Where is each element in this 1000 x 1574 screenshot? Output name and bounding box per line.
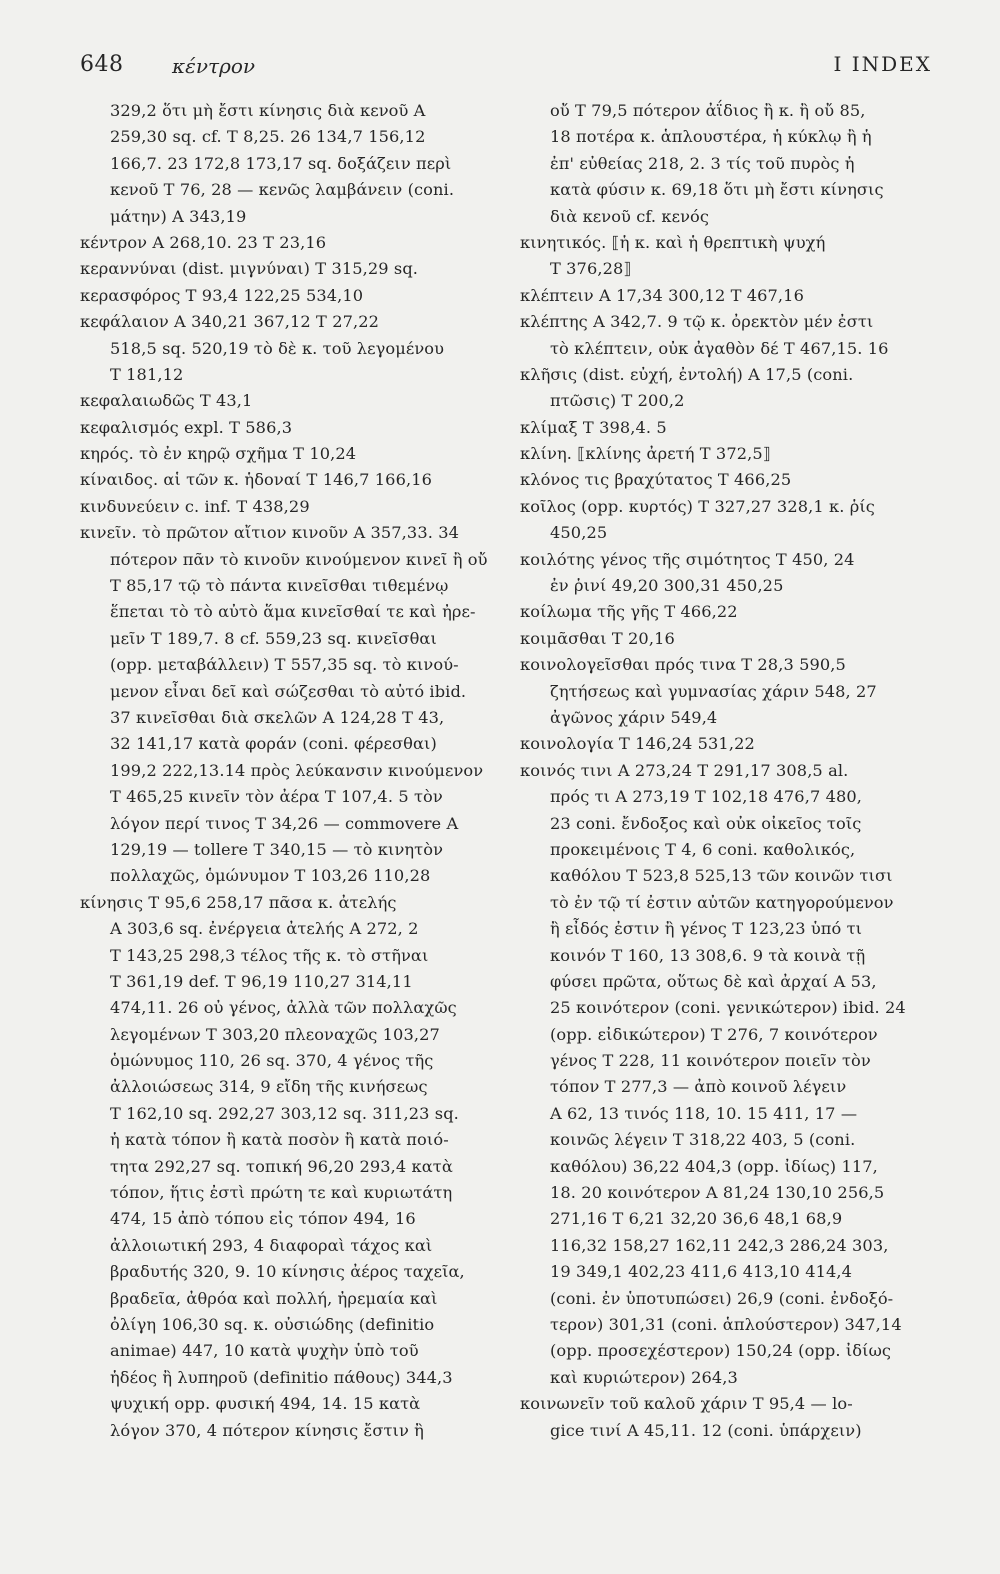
- index-continuation-line: πρός τι Α 273,19 Τ 102,18 476,7 480,: [550, 787, 863, 807]
- section-title: I INDEX: [833, 52, 932, 76]
- index-continuation-line: ἐπ' εὐθείας 218, 2. 3 τίς τοῦ πυρὸς ἡ: [550, 153, 855, 173]
- index-continuation-line: καθόλου) 36,22 404,3 (opp. ἰδίως) 117,: [550, 1156, 878, 1176]
- left-index-column: [80, 98, 492, 1558]
- index-entry-line: κοινωνεῖν τοῦ καλοῦ χάριν Τ 95,4 — lo-: [520, 1394, 853, 1414]
- index-continuation-line: (opp. μεταβάλλειν) Τ 557,35 sq. τὸ κινού-: [110, 655, 459, 675]
- index-continuation-line: 474,11. 26 οὐ γένος, ἀλλὰ τῶν πολλαχῶς: [110, 998, 457, 1018]
- index-continuation-line: ἡδέος ἢ λυπηροῦ (definitio πάθους) 344,3: [110, 1367, 453, 1387]
- index-entry-line: κλίμαξ Τ 398,4. 5: [520, 417, 667, 437]
- index-continuation-line: Τ 361,19 def. Τ 96,19 110,27 314,11: [110, 971, 413, 991]
- index-continuation-line: ἀλλοιωτική 293, 4 διαφοραὶ τάχος καὶ: [110, 1235, 433, 1255]
- index-continuation-line: 329,2 ὅτι μὴ ἔστι κίνησις διὰ κενοῦ Α: [110, 101, 426, 120]
- index-continuation-line: 199,2 222,13.14 πρὸς λεύκανσιν κινούμενον: [110, 760, 484, 780]
- index-entry-line: κλῆσις (dist. εὐχή, ἐντολή) Α 17,5 (coni.: [520, 364, 854, 384]
- index-continuation-line: τόπον, ἥτις ἐστὶ πρώτη τε καὶ κυριωτάτη: [110, 1183, 453, 1203]
- index-continuation-line: (opp. εἰδικώτερον) Τ 276, 7 κοινότερον: [550, 1024, 878, 1044]
- index-continuation-line: βραδεῖα, ἀθρόα καὶ πολλή, ἠρεμαία καὶ: [110, 1288, 438, 1308]
- index-continuation-line: ἐν ῥινί 49,20 300,31 450,25: [550, 576, 784, 596]
- index-continuation-line: τερον) 301,31 (coni. ἁπλούστερον) 347,14: [550, 1314, 902, 1334]
- index-continuation-line: Τ 465,25 κινεῖν τὸν ἀέρα Τ 107,4. 5 τὸν: [110, 787, 443, 807]
- index-continuation-line: 23 coni. ἔνδοξος καὶ οὐκ οἰκεῖος τοῖς: [550, 813, 862, 833]
- index-continuation-line: Τ 162,10 sq. 292,27 303,12 sq. 311,23 sq.: [110, 1103, 459, 1123]
- index-entry-line: κεραννύναι (dist. μιγνύναι) Τ 315,29 sq.: [80, 259, 419, 279]
- index-entry-line: κοινολογία Τ 146,24 531,22: [520, 734, 755, 754]
- index-continuation-line: ἕπεται τὸ τὸ αὐτὸ ἅμα κινεῖσθαί τε καὶ ἠρε-: [110, 602, 476, 622]
- index-continuation-line: 25 κοινότερον (coni. γενικώτερον) ibid. 24: [550, 998, 906, 1018]
- index-continuation-line: 129,19 — tollere Τ 340,15 — τὸ κινητὸν: [110, 839, 444, 859]
- index-continuation-line: φύσει πρῶτα, οὕτως δὲ καὶ ἀρχαί Α 53,: [550, 971, 877, 991]
- index-entry-line: κλόνος τις βραχύτατος Τ 466,25: [520, 470, 792, 490]
- index-continuation-line: ζητήσεως καὶ γυμνασίας χάριν 548, 27: [550, 681, 877, 701]
- index-continuation-line: τὸ ἐν τῷ τί ἐστιν αὐτῶν κατηγορούμενον: [550, 892, 894, 912]
- index-entry-line: κοῖλος (opp. κυρτός) Τ 327,27 328,1 κ. ῥίς: [520, 496, 875, 516]
- index-continuation-line: Α 303,6 sq. ἐνέργεια ἀτελής Α 272, 2: [110, 919, 419, 939]
- index-continuation-line: γένος Τ 228, 11 κοινότερον ποιεῖν τὸν: [550, 1051, 871, 1071]
- index-entry-line: κίναιδος. αἱ τῶν κ. ἡδοναί Τ 146,7 166,16: [80, 470, 433, 490]
- index-continuation-line: κατὰ φύσιν κ. 69,18 ὅτι μὴ ἔστι κίνησις: [550, 180, 884, 200]
- index-continuation-line: τητα 292,27 sq. τοπική 96,20 293,4 κατὰ: [110, 1156, 453, 1176]
- index-entry-line: κερασφόρος Τ 93,4 122,25 534,10: [80, 285, 364, 305]
- index-continuation-line: λεγομένων Τ 303,20 πλεοναχῶς 103,27: [110, 1024, 440, 1044]
- index-entry-line: κοινολογεῖσθαι πρός τινα Τ 28,3 590,5: [520, 655, 846, 675]
- index-continuation-line: μενον εἶναι δεῖ καὶ σώζεσθαι τὸ αὐτό ibid.: [110, 681, 467, 701]
- index-continuation-line: Τ 181,12: [110, 364, 184, 384]
- index-entry-line: κοιλότης γένος τῆς σιμότητος Τ 450, 24: [520, 549, 855, 569]
- running-headword: κέντρον: [172, 54, 256, 78]
- index-continuation-line: πτῶσις) Τ 200,2: [550, 391, 685, 411]
- index-continuation-line: 450,25: [550, 523, 608, 543]
- index-continuation-line: 259,30 sq. cf. Τ 8,25. 26 134,7 156,12: [110, 127, 426, 147]
- index-continuation-line: 19 349,1 402,23 411,6 413,10 414,4: [550, 1262, 853, 1282]
- index-continuation-line: βραδυτής 320, 9. 10 κίνησις ἀέρος ταχεῖα,: [110, 1262, 465, 1282]
- index-continuation-line: λόγον 370, 4 πότερον κίνησις ἔστιν ἢ: [110, 1420, 424, 1440]
- running-header: [80, 52, 932, 88]
- index-continuation-line: 271,16 Τ 6,21 32,20 36,6 48,1 68,9: [550, 1209, 843, 1229]
- index-continuation-line: Τ 85,17 τῷ τὸ πάντα κινεῖσθαι τιθεμένῳ: [110, 576, 449, 596]
- index-continuation-line: ὀλίγη 106,30 sq. κ. οὐσιώδης (definitio: [110, 1314, 435, 1334]
- index-continuation-line: μάτην) Α 343,19: [110, 206, 247, 226]
- index-continuation-line: κενοῦ Τ 76, 28 — κενῶς λαμβάνειν (coni.: [110, 180, 455, 200]
- index-continuation-line: μεῖν Τ 189,7. 8 cf. 559,23 sq. κινεῖσθαι: [110, 628, 437, 648]
- index-continuation-line: οὔ Τ 79,5 πότερον ἀΐδιος ἢ κ. ἢ οὔ 85,: [550, 101, 866, 120]
- index-entry-line: κηρός. τὸ ἐν κηρῷ σχῆμα Τ 10,24: [80, 444, 357, 464]
- index-entry-line: κινδυνεύειν c. inf. Τ 438,29: [80, 496, 310, 516]
- index-continuation-line: Τ 376,28⟧: [550, 259, 632, 279]
- index-continuation-line: 518,5 sq. 520,19 τὸ δὲ κ. τοῦ λεγομένου: [110, 338, 445, 358]
- index-continuation-line: 474, 15 ἀπὸ τόπου εἰς τόπον 494, 16: [110, 1209, 416, 1229]
- index-continuation-line: κοινῶς λέγειν Τ 318,22 403, 5 (coni.: [550, 1130, 856, 1150]
- index-continuation-line: ὁμώνυμος 110, 26 sq. 370, 4 γένος τῆς: [110, 1051, 434, 1071]
- index-continuation-line: animae) 447, 10 κατὰ ψυχὴν ὑπὸ τοῦ: [110, 1341, 419, 1361]
- index-continuation-line: Τ 143,25 298,3 τέλος τῆς κ. τὸ στῆναι: [110, 945, 429, 965]
- index-entry-line: κεφάλαιον Α 340,21 367,12 Τ 27,22: [80, 312, 380, 332]
- index-continuation-line: πότερον πᾶν τὸ κινοῦν κινούμενον κινεῖ ἢ οὔ: [110, 549, 488, 569]
- index-continuation-line: (opp. προσεχέστερον) 150,24 (opp. ἰδίως: [550, 1341, 892, 1361]
- index-continuation-line: ἡ κατὰ τόπον ἢ κατὰ ποσὸν ἢ κατὰ ποιό-: [110, 1130, 449, 1150]
- page-number: 648: [80, 52, 124, 77]
- index-continuation-line: λόγον περί τινος Τ 34,26 — commovere Α: [110, 813, 459, 833]
- index-entry-line: κίνησις Τ 95,6 258,17 πᾶσα κ. ἀτελής: [80, 892, 397, 912]
- index-entry-line: κινεῖν. τὸ πρῶτον αἴτιον κινοῦν Α 357,33. 34: [80, 523, 460, 543]
- index-entry-line: κλέπτης Α 342,7. 9 τῷ κ. ὀρεκτὸν μέν ἐστι: [520, 312, 874, 332]
- index-entry-line: κοινός τινι Α 273,24 Τ 291,17 308,5 al.: [520, 760, 849, 780]
- right-index-column: [520, 98, 932, 1558]
- index-continuation-line: τόπον Τ 277,3 — ἀπὸ κοινοῦ λέγειν: [550, 1077, 847, 1097]
- index-entry-line: κλίνη. ⟦κλίνης ἀρετή Τ 372,5⟧: [520, 444, 771, 464]
- index-continuation-line: Α 62, 13 τινός 118, 10. 15 411, 17 —: [550, 1103, 858, 1123]
- index-continuation-line: πολλαχῶς, ὁμώνυμον Τ 103,26 110,28: [110, 866, 431, 886]
- index-continuation-line: 166,7. 23 172,8 173,17 sq. δοξάζειν περὶ: [110, 153, 452, 173]
- index-entry-line: κλέπτειν Α 17,34 300,12 Τ 467,16: [520, 285, 804, 305]
- index-entry-line: κεφαλισμός expl. Τ 586,3: [80, 417, 293, 437]
- index-entry-line: κεφαλαιωδῶς Τ 43,1: [80, 391, 253, 411]
- index-continuation-line: ἀλλοιώσεως 314, 9 εἴδη τῆς κινήσεως: [110, 1077, 428, 1097]
- index-continuation-line: gice τινί Α 45,11. 12 (coni. ὑπάρχειν): [550, 1420, 862, 1440]
- index-continuation-line: ἀγῶνος χάριν 549,4: [550, 707, 718, 727]
- index-continuation-line: τὸ κλέπτειν, οὐκ ἀγαθὸν δέ Τ 467,15. 16: [550, 338, 889, 358]
- index-entry-line: κοιμᾶσθαι Τ 20,16: [520, 628, 675, 648]
- index-entry-line: κινητικός. ⟦ἡ κ. καὶ ἡ θρεπτικὴ ψυχή: [520, 232, 826, 252]
- index-continuation-line: προκειμένοις Τ 4, 6 coni. καθολικός,: [550, 839, 856, 859]
- index-continuation-line: ἢ εἶδός ἐστιν ἢ γένος Τ 123,23 ὑπό τι: [550, 919, 863, 939]
- index-continuation-line: 18 ποτέρα κ. ἁπλουστέρα, ἡ κύκλῳ ἢ ἡ: [550, 127, 872, 147]
- index-continuation-line: διὰ κενοῦ cf. κενός: [550, 206, 710, 226]
- index-continuation-line: 37 κινεῖσθαι διὰ σκελῶν Α 124,28 Τ 43,: [110, 707, 445, 727]
- index-entry-line: κοίλωμα τῆς γῆς Τ 466,22: [520, 602, 738, 622]
- index-continuation-line: 32 141,17 κατὰ φοράν (coni. φέρεσθαι): [110, 734, 437, 754]
- index-continuation-line: ψυχική opp. φυσική 494, 14. 15 κατὰ: [110, 1394, 421, 1414]
- index-continuation-line: κοινόν Τ 160, 13 308,6. 9 τὰ κοινὰ τῇ: [550, 945, 866, 965]
- index-continuation-line: 18. 20 κοινότερον Α 81,24 130,10 256,5: [550, 1183, 885, 1203]
- index-entry-line: κέντρον Α 268,10. 23 Τ 23,16: [80, 232, 327, 252]
- index-continuation-line: 116,32 158,27 162,11 242,3 286,24 303,: [550, 1235, 889, 1255]
- index-continuation-line: (coni. ἐν ὑποτυπώσει) 26,9 (coni. ἐνδοξό-: [550, 1288, 894, 1308]
- index-continuation-line: καθόλου Τ 523,8 525,13 τῶν κοινῶν τισι: [550, 866, 893, 886]
- index-continuation-line: καὶ κυριώτερον) 264,3: [550, 1367, 738, 1387]
